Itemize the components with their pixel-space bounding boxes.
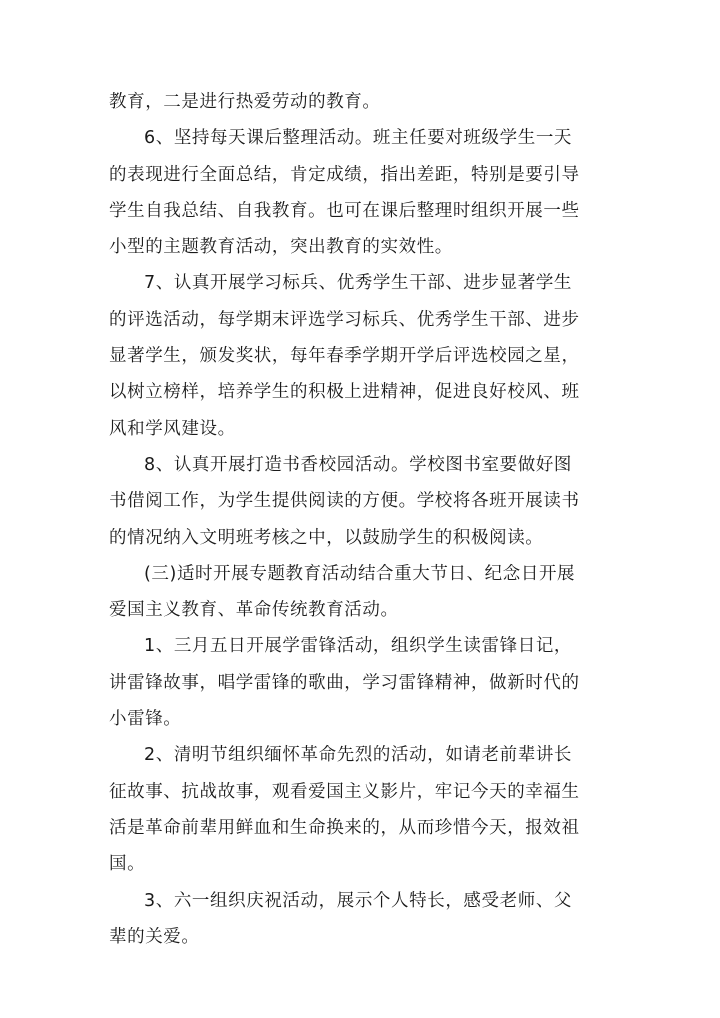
text-line: 辈的关爱。 [109, 926, 200, 947]
paragraph-2-start: 2、清明节组织缅怀革命先烈的活动，如请老前辈讲长 [144, 745, 573, 766]
section-heading-3: (三)适时开展专题教育活动结合重大节日、纪念日开展 [144, 563, 576, 584]
text-line: 显著学生，颁发奖状，每年春季学期开学后评选校园之星， [109, 346, 580, 367]
text-line: 教育，二是进行热爱劳动的教育。 [109, 92, 381, 112]
text-line: 小雷锋。 [109, 709, 182, 730]
text-line: 小型的主题教育活动，突出教育的实效性。 [109, 237, 453, 258]
text-line: 爱国主义教育、革命传统教育活动。 [109, 600, 399, 621]
paragraph-3-start: 3、六一组织庆祝活动，展示个人特长，感受老师、父 [144, 890, 573, 911]
text-line: 活是革命前辈用鲜血和生命换来的，从而珍惜今天，报效祖 [109, 817, 580, 838]
paragraph-8-start: 8、认真开展打造书香校园活动。学校图书室要做好图 [144, 454, 573, 475]
document-body [109, 84, 621, 955]
text-line: 讲雷锋故事，唱学雷锋的歌曲，学习雷锋精神，做新时代的 [109, 672, 580, 693]
text-line: 风和学风建设。 [109, 418, 236, 439]
text-line: 的情况纳入文明班考核之中，以鼓励学生的积极阅读。 [109, 527, 544, 548]
text-line: 的评选活动，每学期末评选学习标兵、优秀学生干部、进步 [109, 309, 580, 330]
text-line: 学生自我总结、自我教育。也可在课后整理时组织开展一些 [109, 200, 580, 221]
text-line: 的表现进行全面总结，肯定成绩，指出差距，特别是要引导 [109, 164, 580, 185]
text-line: 书借阅工作，为学生提供阅读的方便。学校将各班开展读书 [109, 491, 580, 512]
text-line: 以树立榜样，培养学生的积极上进精神，促进良好校风、班 [109, 382, 580, 403]
text-line: 征故事、抗战故事，观看爱国主义影片，牢记今天的幸福生 [109, 781, 580, 802]
text-line: 国。 [109, 854, 146, 875]
paragraph-1-start: 1、三月五日开展学雷锋活动，组织学生读雷锋日记， [144, 636, 573, 657]
paragraph-7-start: 7、认真开展学习标兵、优秀学生干部、进步显著学生 [144, 273, 573, 294]
paragraph-6-start: 6、坚持每天课后整理活动。班主任要对班级学生一天 [144, 128, 573, 149]
